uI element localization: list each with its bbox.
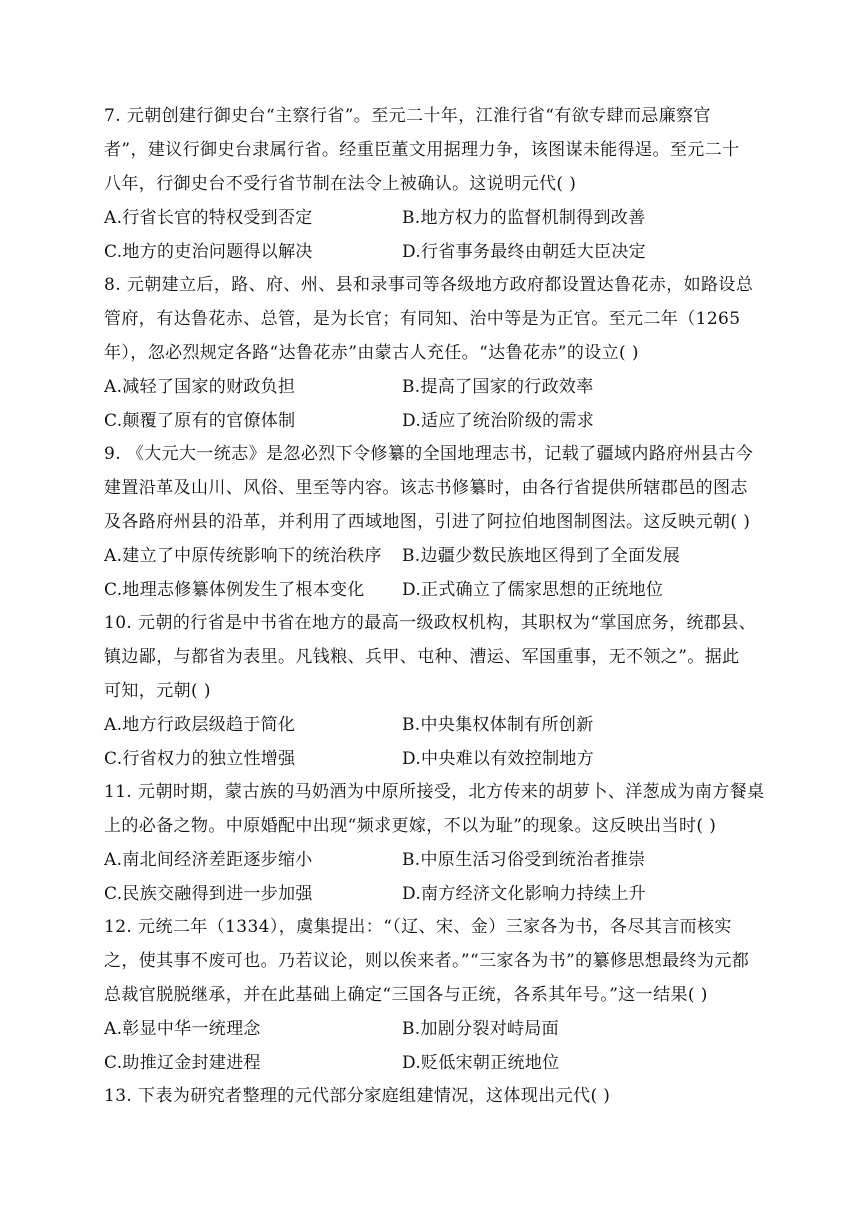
q8-option-d: D.适应了统治阶级的需求: [402, 411, 595, 431]
q9-option-d: D.正式确立了儒家思想的正统地位: [402, 580, 664, 600]
q8-line-3: 年），忽必烈规定各路“达鲁花赤”由蒙古人充任。“达鲁花赤”的设立( ): [104, 343, 639, 363]
q10-option-c: C.行省权力的独立性增强: [104, 749, 296, 769]
q10-line-2: 镇边鄙，与都省为表里。凡钱粮、兵甲、屯种、漕运、军国重事，无不领之”。据此: [104, 647, 740, 667]
q12-option-d: D.贬低宋朝正统地位: [402, 1053, 560, 1073]
q7-line-1: 7. 元朝创建行御史台“主察行省”。至元二十年，江淮行省“有欲专肆而忌廉察官: [104, 106, 711, 126]
q12-line-2: 之，使其事不废可也。乃若议论，则以俟来者。”“三家各为书”的纂修思想最终为元都: [104, 951, 750, 971]
q8-line-1: 8. 元朝建立后，路、府、州、县和录事司等各级地方政府都设置达鲁花赤，如路设总: [104, 275, 754, 295]
q10-option-d: D.中央难以有效控制地方: [402, 749, 595, 769]
q13-line-1: 13. 下表为研究者整理的元代部分家庭组建情况，这体现出元代( ): [104, 1086, 611, 1106]
q10-option-b: B.中央集权体制有所创新: [402, 715, 594, 735]
q12-line-3: 总裁官脱脱继承，并在此基础上确定“三国各与正统，各系其年号。”这一结果( ): [104, 985, 708, 1005]
q12-option-b: B.加剧分裂对峙局面: [402, 1019, 559, 1039]
q7-option-c: C.地方的吏治问题得以解决: [104, 242, 313, 262]
q11-option-b: B.中原生活习俗受到统治者推崇: [402, 850, 646, 870]
q8-line-2: 管府，有达鲁花赤、总管，是为长官；有同知、治中等是为正官。至元二年（1265: [104, 309, 741, 329]
q8-option-a: A.减轻了国家的财政负担: [104, 377, 296, 397]
q7-line-3: 八年，行御史台不受行省节制在法令上被确认。这说明元代( ): [104, 174, 577, 194]
q9-option-a: A.建立了中原传统影响下的统治秩序: [104, 546, 382, 566]
q9-line-1: 9. 《大元大一统志》是忽必烈下令修纂的全国地理志书，记载了疆域内路府州县古今: [104, 444, 754, 464]
q7-option-a: A.行省长官的特权受到否定: [104, 208, 313, 228]
q9-line-2: 建置沿革及山川、风俗、里至等内容。该志书修纂时，由各行省提供所辖郡邑的图志: [104, 478, 748, 498]
q7-option-d: D.行省事务最终由朝廷大臣决定: [402, 242, 646, 262]
q8-option-c: C.颠覆了原有的官僚体制: [104, 411, 296, 431]
q12-line-1: 12. 元统二年（1334），虞集提出：“（辽、宋、金）三家各为书，各尽其言而核实: [104, 917, 732, 937]
q10-option-a: A.地方行政层级趋于简化: [104, 715, 296, 735]
q11-line-1: 11. 元朝时期，蒙古族的马奶酒为中原所接受，北方传来的胡萝卜、洋葱成为南方餐桌: [104, 782, 764, 802]
q11-option-c: C.民族交融得到进一步加强: [104, 884, 313, 904]
q8-option-b: B.提高了国家的行政效率: [402, 377, 594, 397]
q9-option-c: C.地理志修纂体例发生了根本变化: [104, 580, 365, 600]
q9-line-3: 及各路府州县的沿革，并利用了西域地图，引进了阿拉伯地图制图法。这反映元朝( ): [104, 512, 751, 532]
q12-option-c: C.助推辽金封建进程: [104, 1053, 261, 1073]
q9-option-b: B.边疆少数民族地区得到了全面发展: [402, 546, 680, 566]
q10-line-1: 10. 元朝的行省是中书省在地方的最高一级政权机构，其职权为“掌国庶务，统郡县、: [104, 613, 757, 633]
q10-line-3: 可知，元朝( ): [104, 681, 211, 701]
q11-option-a: A.南北间经济差距逐步缩小: [104, 850, 313, 870]
q7-line-2: 者”，建议行御史台隶属行省。经重臣董文用据理力争，该图谋未能得逞。至元二十: [104, 140, 740, 160]
q11-line-2: 上的必备之物。中原婚配中出现“频求更嫁，不以为耻”的现象。这反映出当时( ): [104, 816, 717, 836]
q12-option-a: A.彰显中华一统理念: [104, 1019, 261, 1039]
q11-option-d: D.南方经济文化影响力持续上升: [402, 884, 646, 904]
q7-option-b: B.地方权力的监督机制得到改善: [402, 208, 646, 228]
